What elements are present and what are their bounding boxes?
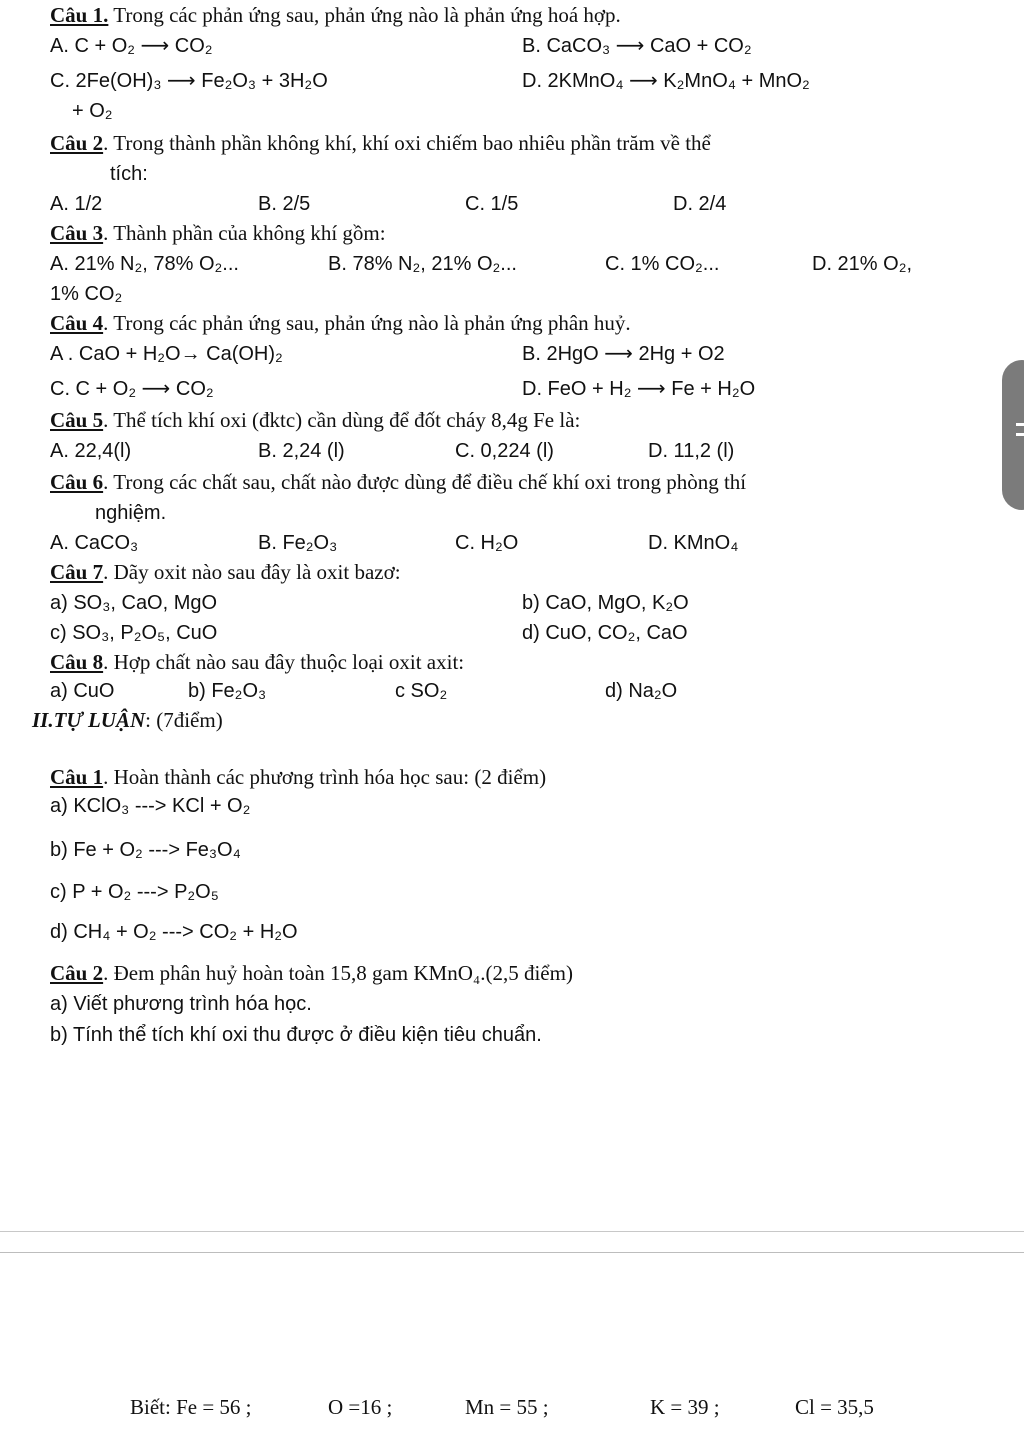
option-text: B. 78% N₂, 21% O₂...: [328, 253, 517, 275]
footer-text: K = 39 ;: [650, 1395, 720, 1419]
line-text: d) CH₄ + O₂ ---> CO₂ + H₂O: [50, 921, 298, 943]
answer-option: [328, 250, 517, 277]
line-text: a) Viết phương trình hóa học.: [50, 993, 312, 1015]
footer-text: Mn = 55 ;: [465, 1395, 549, 1419]
answer-option: [455, 529, 518, 556]
answer-option: [648, 529, 738, 556]
answer-option: [395, 677, 447, 704]
option-text: C. 2Fe(OH)₃ ⟶ Fe₂O₃ + 3H₂O: [50, 70, 328, 92]
option-text: B. 2,24 (l): [258, 440, 345, 462]
option-text: B. CaCO₃ ⟶ CaO + CO₂: [522, 35, 752, 57]
option-text: A. CaCO₃: [50, 532, 139, 554]
answer-option: [522, 589, 689, 616]
question-label: Câu 2: [50, 961, 104, 985]
question-line: [50, 559, 401, 585]
option-text: C. 1/5: [465, 193, 519, 215]
answer-option: [258, 190, 310, 217]
line-text: . Trong thành phần không khí, khí oxi chiếm bao nhiêu phần trăm về thể: [103, 131, 711, 155]
question-line: [50, 130, 711, 156]
answer-option: [522, 375, 755, 402]
answer-option: [50, 375, 214, 402]
answer-option: [50, 589, 217, 616]
answer-option: [50, 32, 213, 59]
atomic-mass-note: [130, 1394, 252, 1420]
line-text: . Dãy oxit nào sau đây là oxit bazơ:: [103, 560, 401, 584]
option-text: D. KMnO₄: [648, 532, 739, 554]
option-text: C. H₂O: [455, 532, 519, 554]
line-text: . Trong các phản ứng sau, phản ứng nào là phản ứng phân huỷ.: [103, 311, 631, 335]
option-text: D. 2KMnO₄ ⟶ K₂MnO₄ + MnO₂: [522, 70, 810, 92]
question-line: [50, 764, 546, 790]
question-line: [50, 2, 621, 28]
answer-option: [258, 529, 337, 556]
answer-option: [50, 67, 328, 94]
option-text: d) Na₂O: [605, 680, 678, 702]
footer-text: Biết: Fe = 56 ;: [130, 1395, 252, 1419]
line-text: nghiệm.: [95, 502, 167, 524]
question-label: Câu 1: [50, 765, 104, 789]
text-line: [50, 792, 250, 819]
answer-option: [522, 32, 752, 59]
option-text: A. 21% N₂, 78% O₂...: [50, 253, 239, 275]
answer-option: [673, 190, 726, 217]
text-line: [50, 836, 241, 863]
question-line: [50, 960, 573, 986]
question-line: [50, 310, 631, 336]
line-text: c) P + O₂ ---> P₂O₅: [50, 881, 219, 903]
question-line: [50, 469, 746, 495]
question-label: Câu 8: [50, 650, 104, 674]
option-text: D. 2/4: [673, 193, 727, 215]
option-text: a) SO₃, CaO, MgO: [50, 592, 218, 614]
answer-option: [188, 677, 266, 704]
question-line: [50, 407, 580, 433]
answer-option: [50, 190, 102, 217]
option-text: d) CuO, CO₂, CaO: [522, 622, 688, 644]
question-label: Câu 7: [50, 560, 104, 584]
option-text: A . CaO + H₂O→ Ca(OH)₂: [50, 343, 283, 365]
option-text: B. 2/5: [258, 193, 311, 215]
option-text: C. 1% CO₂...: [605, 253, 720, 275]
option-text: D. 11,2 (l): [648, 440, 735, 462]
line-text: . Trong các chất sau, chất nào được dùng để điều chế khí oxi trong phòng thí: [103, 470, 747, 494]
answer-option: [605, 677, 677, 704]
text-line: [50, 878, 219, 905]
question-label: Câu 4: [50, 311, 104, 335]
answer-option: [522, 619, 688, 646]
answer-option: [812, 250, 912, 277]
text-line: [50, 990, 312, 1017]
question-label: Câu 1.: [50, 3, 109, 27]
option-text: A. 1/2: [50, 193, 103, 215]
text-line: [110, 160, 148, 187]
answer-option: [455, 437, 554, 464]
option-text: B. Fe₂O₃: [258, 532, 338, 554]
atomic-mass-note: [328, 1394, 392, 1420]
text-line: [95, 499, 166, 526]
option-text: c) SO₃, P₂O₅, CuO: [50, 622, 218, 644]
line-text: : (7điểm): [145, 708, 223, 732]
answer-option: [50, 677, 114, 704]
option-text: b) CaO, MgO, K₂O: [522, 592, 689, 614]
question-label: Câu 3: [50, 221, 104, 245]
option-text: C. C + O₂ ⟶ CO₂: [50, 378, 214, 400]
handle-grip-icon: [1016, 423, 1024, 426]
question-label: Câu 6: [50, 470, 104, 494]
footer-text: O =16 ;: [328, 1395, 393, 1419]
option-text: b) Fe₂O₃: [188, 680, 267, 702]
question-label: Câu 5: [50, 408, 104, 432]
option-text: D. 21% O₂,: [812, 253, 913, 275]
answer-option: [50, 529, 138, 556]
option-text: A. 22,4(l): [50, 440, 132, 462]
answer-option: [50, 340, 283, 367]
line-text: b) Tính thể tích khí oxi thu được ở điều kiện tiêu chuẩn.: [50, 1024, 542, 1046]
question-line: [50, 220, 386, 246]
atomic-mass-note: [465, 1394, 549, 1420]
footer-text: Cl = 35,5: [795, 1395, 874, 1419]
line-text: b) Fe + O₂ ---> Fe₃O₄: [50, 839, 241, 861]
line-text: . Thành phần của không khí gồm:: [103, 221, 386, 245]
line-text: . Thể tích khí oxi (đktc) cần dùng để đốt cháy 8,4g Fe là:: [103, 408, 581, 432]
option-text: A. C + O₂ ⟶ CO₂: [50, 35, 213, 57]
line-text: . Hợp chất nào sau đây thuộc loại oxit axit:: [103, 650, 465, 674]
line-text: tích:: [110, 163, 148, 185]
line-text: Trong các phản ứng sau, phản ứng nào là phản ứng hoá hợp.: [108, 3, 621, 27]
page-divider: [0, 1231, 1024, 1232]
option-text: a) CuO: [50, 680, 115, 702]
answer-option: [522, 67, 810, 94]
text-line: [50, 1021, 542, 1048]
line-text: . Hoàn thành các phương trình hóa học sau: (2 điểm): [103, 765, 547, 789]
handle-grip-icon: [1016, 433, 1024, 436]
section-title: II.TỰ LUẬN: [32, 708, 146, 732]
question-label: Câu 2: [50, 131, 104, 155]
option-text: D. FeO + H₂ ⟶ Fe + H₂O: [522, 378, 756, 400]
answer-option: [50, 619, 217, 646]
text-line: [50, 918, 298, 945]
answer-option: [605, 250, 719, 277]
atomic-mass-note: [650, 1394, 720, 1420]
answer-option: [522, 340, 725, 367]
line-text: 1% CO₂: [50, 283, 123, 305]
text-line: [72, 97, 113, 124]
answer-option: [465, 190, 518, 217]
section-heading: [32, 707, 223, 733]
answer-option: [648, 437, 734, 464]
page-divider: [0, 1252, 1024, 1253]
answer-option: [50, 437, 131, 464]
side-panel-handle[interactable]: [1002, 360, 1024, 510]
answer-option: [50, 250, 239, 277]
line-text: . Đem phân huỷ hoàn toàn 15,8 gam KMnO₄.(2,5 điểm): [103, 961, 573, 985]
option-text: c SO₂: [395, 680, 448, 702]
line-text: + O₂: [72, 100, 113, 122]
option-text: B. 2HgO ⟶ 2Hg + O2: [522, 343, 725, 365]
answer-option: [258, 437, 345, 464]
question-line: [50, 649, 464, 675]
text-line: [50, 280, 122, 307]
line-text: a) KClO₃ ---> KCl + O₂: [50, 795, 251, 817]
option-text: C. 0,224 (l): [455, 440, 554, 462]
atomic-mass-note: [795, 1394, 874, 1420]
